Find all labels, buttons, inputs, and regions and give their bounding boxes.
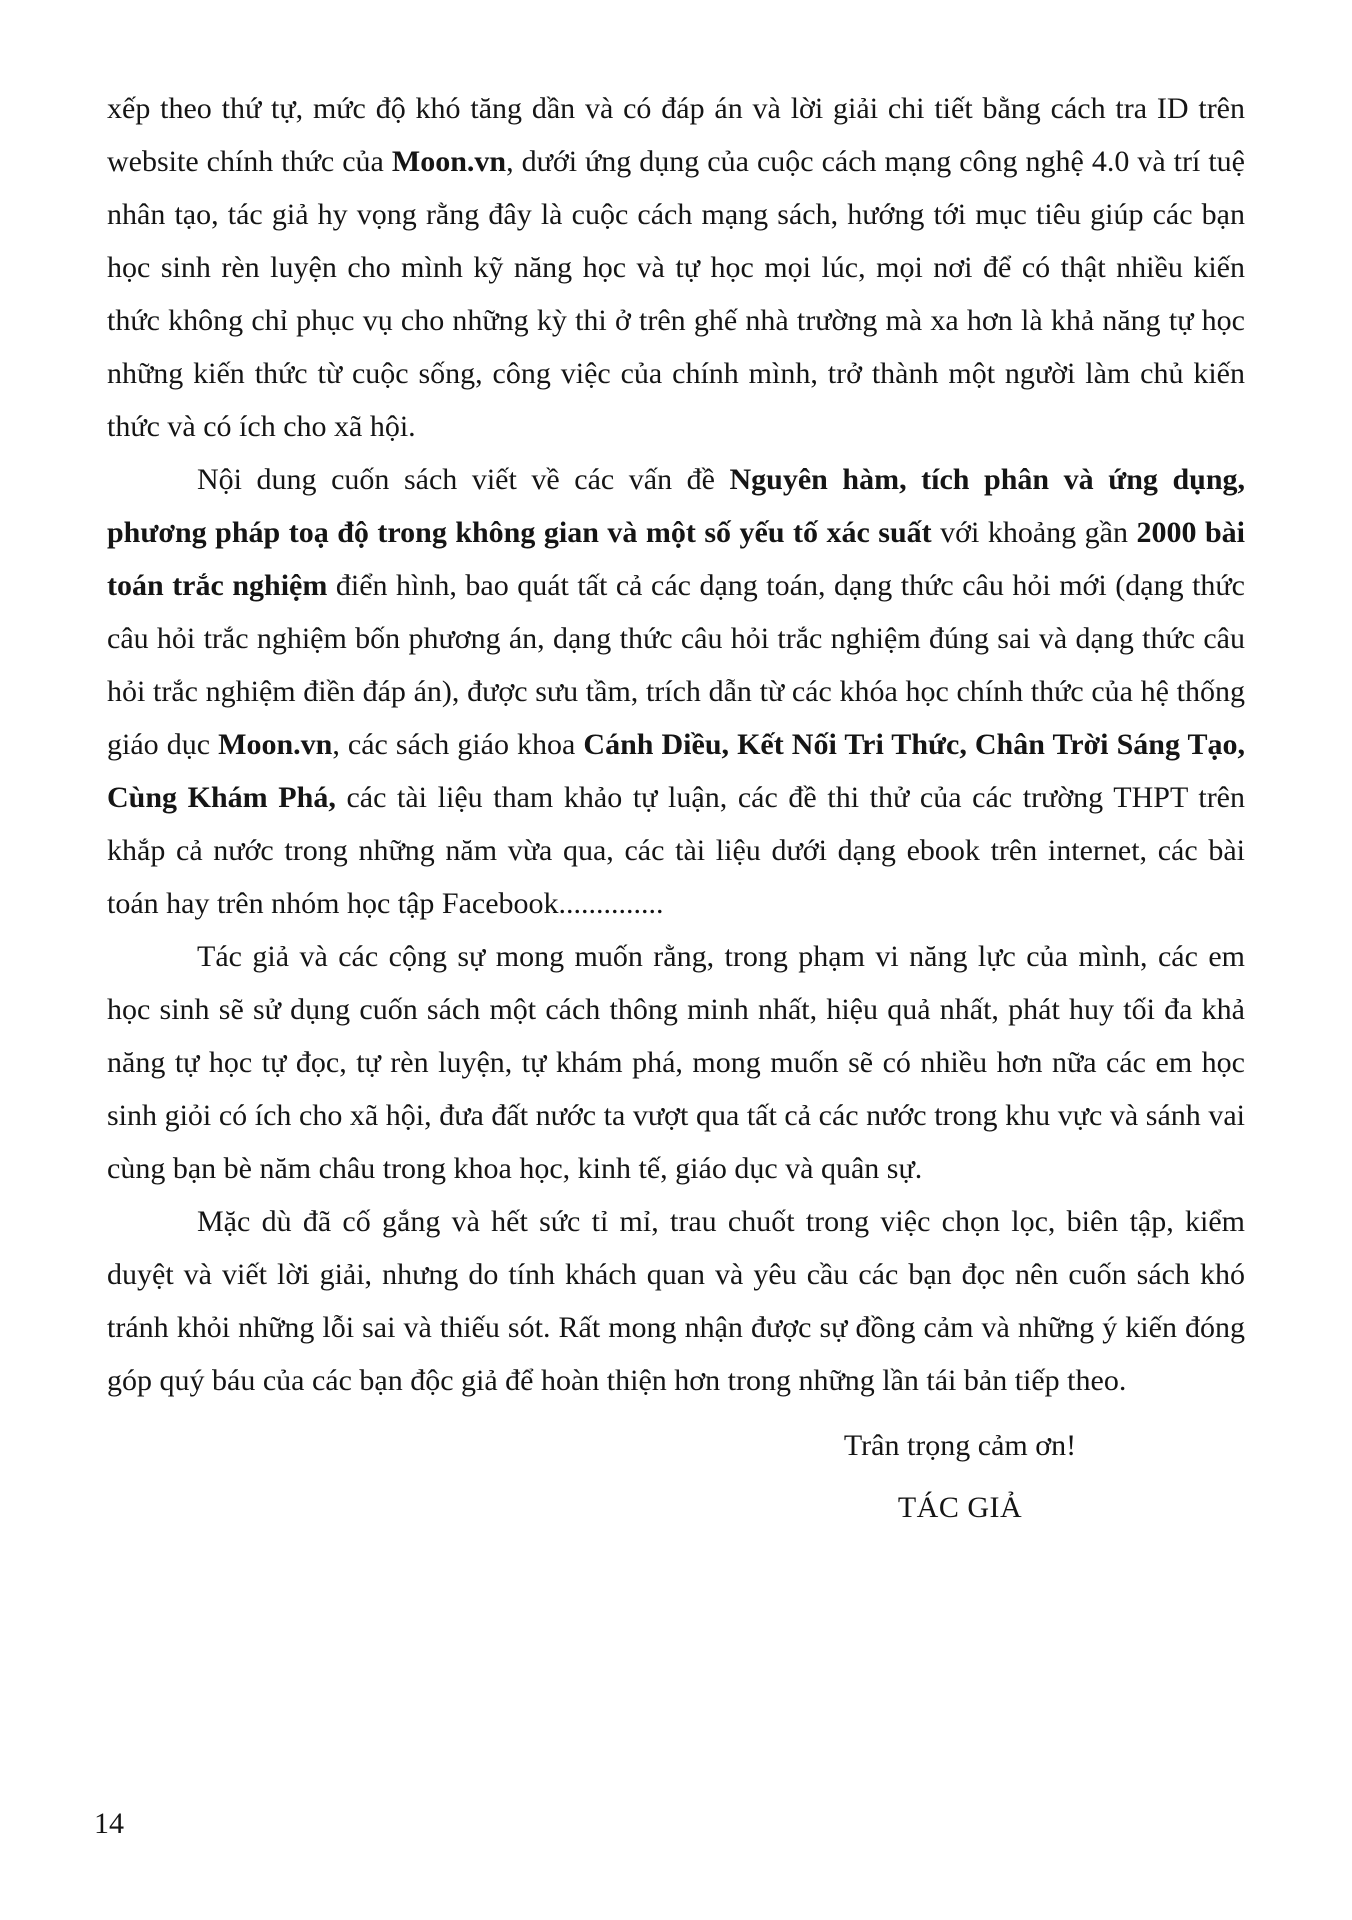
text-content <box>107 82 1245 1534</box>
text-run: điển hình, bao quát tất cả các dạng toán, dạng thức câu hỏi mới (dạng thức câu hỏi trắc nghiệm bốn phương án, dạng thức câu hỏi trắc nghiệm đúng sai và dạng thức câu hỏi trắc nghiệm điền đáp án), được sưu tầm, trích dẫn từ các khóa học chính thức của hệ thống giáo dục <box>107 569 1246 761</box>
bold-run-2000-problems: 2000 bài toán trắc nghiệm <box>107 516 1245 602</box>
bold-run-textbook-names: Cánh Diều, Kết Nối Tri Thức, Chân Trời Sáng Tạo, Cùng Khám Phá, <box>107 728 1245 814</box>
text-run: xếp theo thứ tự, mức độ khó tăng dần và có đáp án và lời giải chi tiết bằng cách tra ID trên website chính thức của <box>107 92 1245 178</box>
closing-block <box>675 1419 1245 1534</box>
closing-thanks: Trân trọng cảm ơn! <box>843 1429 1077 1462</box>
text-run: Mặc dù đã cố gắng và hết sức tỉ mỉ, trau chuốt trong việc chọn lọc, biên tập, kiểm duyệt và viết lời giải, nhưng do tính khách quan và yêu cầu các bạn đọc nên cuốn sách khó tránh khỏi những lỗi sai và thiếu sót. Rất mong nhận được sự đồng cảm và những ý kiến đóng góp quý báu của các bạn độc giả để hoàn thiện hơn trong những lần tái bản tiếp theo. <box>107 1205 1245 1397</box>
text-run: Tác giả và các cộng sự mong muốn rằng, trong phạm vi năng lực của mình, các em học sinh sẽ sử dụng cuốn sách một cách thông minh nhất, hiệu quả nhất, phát huy tối đa khả năng tự học tự đọc, tự rèn luyện, tự khám phá, mong muốn sẽ có nhiều hơn nữa các em học sinh giỏi có ích cho xã hội, đưa đất nước ta vượt qua tất cả các nước trong khu vực và sánh vai cùng bạn bè năm châu trong khoa học, kinh tế, giáo dục và quân sự. <box>107 940 1245 1185</box>
bold-run-moon-vn: Moon.vn <box>218 728 333 761</box>
paragraph-4 <box>107 1195 1245 1407</box>
bold-run-topics: Nguyên hàm, tích phân và ứng dụng, phương pháp toạ độ trong không gian và một số yếu tố xác suất <box>107 463 1245 549</box>
bold-run-moon-vn: Moon.vn <box>391 145 507 178</box>
text-run: với khoảng gần <box>931 516 1137 549</box>
text-run: , các sách giáo khoa <box>332 728 584 761</box>
paragraph-1 <box>107 82 1245 453</box>
paragraph-2 <box>107 453 1245 930</box>
text-run: Nội dung cuốn sách viết về các vấn đề <box>197 463 730 496</box>
page-number: 14 <box>94 1807 124 1840</box>
paragraph-3 <box>107 930 1245 1195</box>
text-run: , dưới ứng dụng của cuộc cách mạng công nghệ 4.0 và trí tuệ nhân tạo, tác giả hy vọng rằng đây là cuộc cách mạng sách, hướng tới mục tiêu giúp các bạn học sinh rèn luyện cho mình kỹ năng học và tự học mọi lúc, mọi nơi để có thật nhiều kiến thức không chỉ phục vụ cho những kỳ thi ở trên ghế nhà trường mà xa hơn là khả năng tự học những kiến thức từ cuộc sống, công việc của chính mình, trở thành một người làm chủ kiến thức và có ích cho xã hội. <box>107 145 1245 443</box>
closing-author: TÁC GIẢ <box>897 1491 1023 1524</box>
text-run: các tài liệu tham khảo tự luận, các đề thi thử của các trường THPT trên khắp cả nước trong những năm vừa qua, các tài liệu dưới dạng ebook trên internet, các bài toán hay trên nhóm học tập Facebook.............. <box>107 781 1245 920</box>
